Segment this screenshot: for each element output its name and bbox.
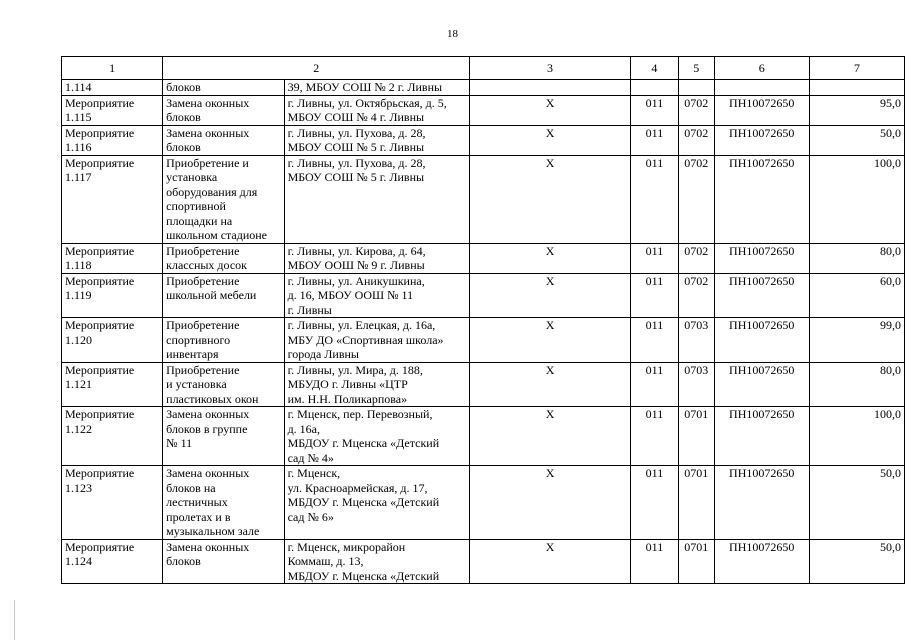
activity-name-cell <box>163 273 284 318</box>
target-article-cell: ПН10072650 <box>714 273 809 318</box>
activity-address-cell-line: г. Мценск, микрорайон <box>287 539 406 554</box>
col3-cell: Х <box>470 95 630 125</box>
activity-name-cell-line: Замена оконных <box>166 466 250 480</box>
page-number: 18 <box>447 28 458 40</box>
activity-name-cell-line: площадки на <box>166 213 233 228</box>
activity-number-cell-line: Мероприятие <box>65 407 135 421</box>
activity-name-cell <box>163 243 284 273</box>
ministry-code-cell: 011 <box>630 539 678 584</box>
activity-name-cell-line: инвентаря <box>166 347 219 361</box>
ministry-code-cell: 011 <box>630 407 678 466</box>
activity-address-cell-line: МБОУ СОШ № 4 г. Ливны <box>287 110 425 124</box>
target-article-cell: ПН10072650 <box>714 155 809 243</box>
activity-address-cell-line: МБДОУ г. Мценска «Детский <box>287 495 440 509</box>
target-article-cell: ПН10072650 <box>714 407 809 466</box>
activity-name-cell <box>163 125 284 155</box>
header-col-7: 7 <box>809 57 904 80</box>
activity-name-cell-line: школьной мебели <box>166 288 257 302</box>
activity-name-cell-line: № 11 <box>166 436 193 450</box>
col3-cell: Х <box>470 362 630 407</box>
amount-cell: 60,0 <box>809 273 904 318</box>
activity-name-cell <box>163 155 284 243</box>
activity-number-cell-line: 1.123 <box>65 480 92 495</box>
section-code-cell: 0701 <box>679 407 714 466</box>
ministry-code-cell: 011 <box>630 466 678 540</box>
table-row <box>62 318 905 363</box>
ministry-code-cell <box>630 80 678 96</box>
target-article-cell: ПН10072650 <box>714 95 809 125</box>
activity-number-cell-line: Мероприятие <box>65 273 135 288</box>
ministry-code-cell: 011 <box>630 125 678 155</box>
activity-number-cell <box>62 318 163 363</box>
budget-activities-table <box>61 56 905 584</box>
activity-address-cell-line: г. Ливны, ул. Пухова, д. 28, <box>287 125 426 140</box>
amount-cell: 80,0 <box>809 362 904 407</box>
activity-name-cell-line: Приобретение и <box>166 155 249 170</box>
amount-cell: 100,0 <box>809 407 904 466</box>
target-article-cell: ПН10072650 <box>714 318 809 363</box>
activity-number-cell <box>62 539 163 584</box>
activity-number-cell-line: 1.122 <box>65 421 92 436</box>
activity-name-cell <box>163 466 284 540</box>
amount-cell: 99,0 <box>809 318 904 363</box>
activity-name-cell-line: блоков <box>166 554 201 568</box>
amount-cell: 50,0 <box>809 125 904 155</box>
activity-address-cell-line: д. 16а, <box>287 421 321 436</box>
section-code-cell: 0703 <box>679 318 714 363</box>
activity-address-cell <box>284 80 470 96</box>
activity-address-cell-line: г. Ливны, ул. Елецкая, д. 16а, <box>287 318 436 332</box>
activity-address-cell-line: г. Ливны, ул. Пухова, д. 28, <box>287 155 426 170</box>
activity-address-cell-line: г. Ливны, ул. Октябрьская, д. 5, <box>287 95 447 110</box>
activity-number-cell-line: Мероприятие <box>65 243 135 258</box>
activity-number-cell-line: Мероприятие <box>65 125 135 140</box>
activity-number-cell-line: 1.121 <box>65 377 92 391</box>
activity-address-cell-line: города Ливны <box>287 347 359 361</box>
amount-cell <box>809 80 904 96</box>
activity-address-cell-line: МБДОУ г. Мценска «Детский <box>287 568 440 583</box>
activity-address-cell-line: МБОУ СОШ № 5 г. Ливны <box>287 140 425 154</box>
section-code-cell: 0702 <box>679 95 714 125</box>
target-article-cell: ПН10072650 <box>714 466 809 540</box>
header-col-5: 5 <box>679 57 714 80</box>
activity-name-cell-line: Замена оконных <box>166 407 250 421</box>
activity-number-cell <box>62 466 163 540</box>
col3-cell: Х <box>470 318 630 363</box>
activity-address-cell <box>284 362 470 407</box>
activity-name-cell-line: блоков в группе <box>166 421 248 436</box>
activity-address-cell-line: сад № 4» <box>287 450 334 465</box>
target-article-cell: ПН10072650 <box>714 362 809 407</box>
table-row <box>62 407 905 466</box>
activity-address-cell-line: Коммаш, д. 13, <box>287 554 364 568</box>
table-header-row <box>62 57 905 80</box>
table-row <box>62 466 905 540</box>
activity-address-cell-line: МБУДО г. Ливны «ЦТР <box>287 377 408 391</box>
activity-address-cell-line: г. Ливны, ул. Мира, д. 188, <box>287 362 423 377</box>
ministry-code-cell: 011 <box>630 362 678 407</box>
activity-number-cell-line: 1.124 <box>65 554 92 568</box>
ministry-code-cell: 011 <box>630 318 678 363</box>
activity-address-cell-line: г. Ливны, ул. Аникушкина, <box>287 273 425 288</box>
activity-address-cell-line: д. 16, МБОУ ООШ № 11 <box>287 288 414 302</box>
amount-cell: 80,0 <box>809 243 904 273</box>
activity-address-cell-line: МБУ ДО «Спортивная школа» <box>287 332 444 347</box>
activity-number-cell <box>62 125 163 155</box>
activity-number-cell-line: 1.120 <box>65 332 92 347</box>
activity-name-cell-line: пластиковых окон <box>166 391 259 406</box>
table-row <box>62 539 905 584</box>
col3-cell: Х <box>470 273 630 318</box>
amount-cell: 100,0 <box>809 155 904 243</box>
activity-address-cell <box>284 318 470 363</box>
col3-cell: Х <box>470 243 630 273</box>
section-code-cell: 0701 <box>679 539 714 584</box>
table-row <box>62 273 905 318</box>
activity-name-cell-line: Приобретение <box>166 318 240 332</box>
activity-address-cell-line: 39, МБОУ СОШ № 2 г. Ливны <box>287 80 443 94</box>
header-col-3: 3 <box>470 57 630 80</box>
activity-address-cell <box>284 273 470 318</box>
activity-address-cell <box>284 539 470 584</box>
col3-cell <box>470 80 630 96</box>
table-row <box>62 155 905 243</box>
activity-number-cell-line: Мероприятие <box>65 155 135 170</box>
target-article-cell: ПН10072650 <box>714 243 809 273</box>
col3-cell: Х <box>470 539 630 584</box>
amount-cell: 50,0 <box>809 466 904 540</box>
section-code-cell: 0702 <box>679 243 714 273</box>
activity-number-cell-line: Мероприятие <box>65 466 135 480</box>
activity-name-cell-line: оборудования для <box>166 184 258 199</box>
section-code-cell: 0702 <box>679 155 714 243</box>
activity-name-cell-line: блоков <box>166 80 201 94</box>
activity-address-cell <box>284 125 470 155</box>
activity-name-cell-line: Приобретение <box>166 243 240 258</box>
activity-number-cell <box>62 80 163 96</box>
col3-cell: Х <box>470 407 630 466</box>
section-code-cell: 0703 <box>679 362 714 407</box>
table-row <box>62 95 905 125</box>
table-row <box>62 80 905 96</box>
activity-name-cell-line: Приобретение <box>166 362 240 377</box>
activity-number-cell <box>62 362 163 407</box>
activity-address-cell <box>284 243 470 273</box>
activity-name-cell-line: музыкальном зале <box>166 524 260 538</box>
ministry-code-cell: 011 <box>630 273 678 318</box>
activity-number-cell-line: 1.115 <box>65 110 92 124</box>
activity-address-cell <box>284 466 470 540</box>
activity-name-cell-line: пролетах и в <box>166 509 231 524</box>
activity-number-cell <box>62 273 163 318</box>
header-col-2: 2 <box>163 57 470 80</box>
activity-number-cell-line: 1.116 <box>65 140 92 154</box>
activity-name-cell-line: блоков на <box>166 480 216 495</box>
header-col-1: 1 <box>62 57 163 80</box>
amount-cell: 95,0 <box>809 95 904 125</box>
activity-address-cell <box>284 407 470 466</box>
activity-address-cell-line: им. Н.Н. Поликарпова» <box>287 391 408 406</box>
activity-address-cell-line: г. Ливны, ул. Кирова, д. 64, <box>287 243 426 258</box>
activity-number-cell-line: 1.114 <box>65 80 92 94</box>
activity-number-cell-line: 1.119 <box>65 288 92 302</box>
section-code-cell <box>679 80 714 96</box>
col3-cell: Х <box>470 466 630 540</box>
ministry-code-cell: 011 <box>630 155 678 243</box>
activity-number-cell <box>62 243 163 273</box>
activity-name-cell-line: Замена оконных <box>166 539 250 554</box>
activity-address-cell-line: МБОУ СОШ № 5 г. Ливны <box>287 170 425 184</box>
col3-cell: Х <box>470 125 630 155</box>
section-code-cell: 0702 <box>679 273 714 318</box>
col3-cell: Х <box>470 155 630 243</box>
activity-name-cell-line: Замена оконных <box>166 125 250 140</box>
activity-name-cell-line: классных досок <box>166 258 247 272</box>
activity-name-cell-line: спортивного <box>166 332 231 347</box>
activity-number-cell-line: Мероприятие <box>65 362 135 377</box>
activity-name-cell-line: Замена оконных <box>166 95 250 110</box>
activity-name-cell-line: блоков <box>166 140 201 154</box>
activity-number-cell-line: 1.118 <box>65 258 92 272</box>
header-col-4: 4 <box>630 57 678 80</box>
activity-name-cell-line: лестничных <box>166 495 228 509</box>
activity-number-cell <box>62 155 163 243</box>
activity-number-cell-line: Мероприятие <box>65 539 135 554</box>
activity-name-cell <box>163 95 284 125</box>
table-row <box>62 243 905 273</box>
activity-address-cell-line: г. Мценск, <box>287 466 341 480</box>
ministry-code-cell: 011 <box>630 95 678 125</box>
activity-address-cell <box>284 95 470 125</box>
activity-name-cell <box>163 80 284 96</box>
section-code-cell: 0702 <box>679 125 714 155</box>
activity-name-cell <box>163 539 284 584</box>
activity-name-cell <box>163 407 284 466</box>
activity-number-cell <box>62 407 163 466</box>
activity-number-cell-line: Мероприятие <box>65 318 135 332</box>
activity-name-cell-line: школьном стадионе <box>166 228 268 242</box>
target-article-cell: ПН10072650 <box>714 539 809 584</box>
activity-address-cell-line: МБОУ ООШ № 9 г. Ливны <box>287 258 425 272</box>
activity-address-cell-line: г. Мценск, пер. Перевозный, <box>287 407 433 421</box>
activity-number-cell <box>62 95 163 125</box>
activity-address-cell-line: сад № 6» <box>287 509 334 524</box>
amount-cell: 50,0 <box>809 539 904 584</box>
scan-edge-line <box>14 600 15 640</box>
activity-address-cell <box>284 155 470 243</box>
activity-name-cell-line: блоков <box>166 110 201 124</box>
activity-name-cell-line: Приобретение <box>166 273 240 288</box>
activity-number-cell-line: 1.117 <box>65 170 92 184</box>
activity-address-cell-line: ул. Красноармейская, д. 17, <box>287 480 428 495</box>
activity-address-cell-line: МБДОУ г. Мценска «Детский <box>287 436 440 450</box>
activity-name-cell-line: установка <box>166 170 218 184</box>
table-row <box>62 362 905 407</box>
target-article-cell <box>714 80 809 96</box>
target-article-cell: ПН10072650 <box>714 125 809 155</box>
activity-name-cell <box>163 318 284 363</box>
table-row <box>62 125 905 155</box>
header-col-6: 6 <box>714 57 809 80</box>
activity-name-cell-line: спортивной <box>166 199 226 213</box>
activity-name-cell-line: и установка <box>166 377 227 391</box>
activity-name-cell <box>163 362 284 407</box>
ministry-code-cell: 011 <box>630 243 678 273</box>
activity-number-cell-line: Мероприятие <box>65 95 135 110</box>
section-code-cell: 0701 <box>679 466 714 540</box>
activity-address-cell-line: г. Ливны <box>287 302 332 317</box>
